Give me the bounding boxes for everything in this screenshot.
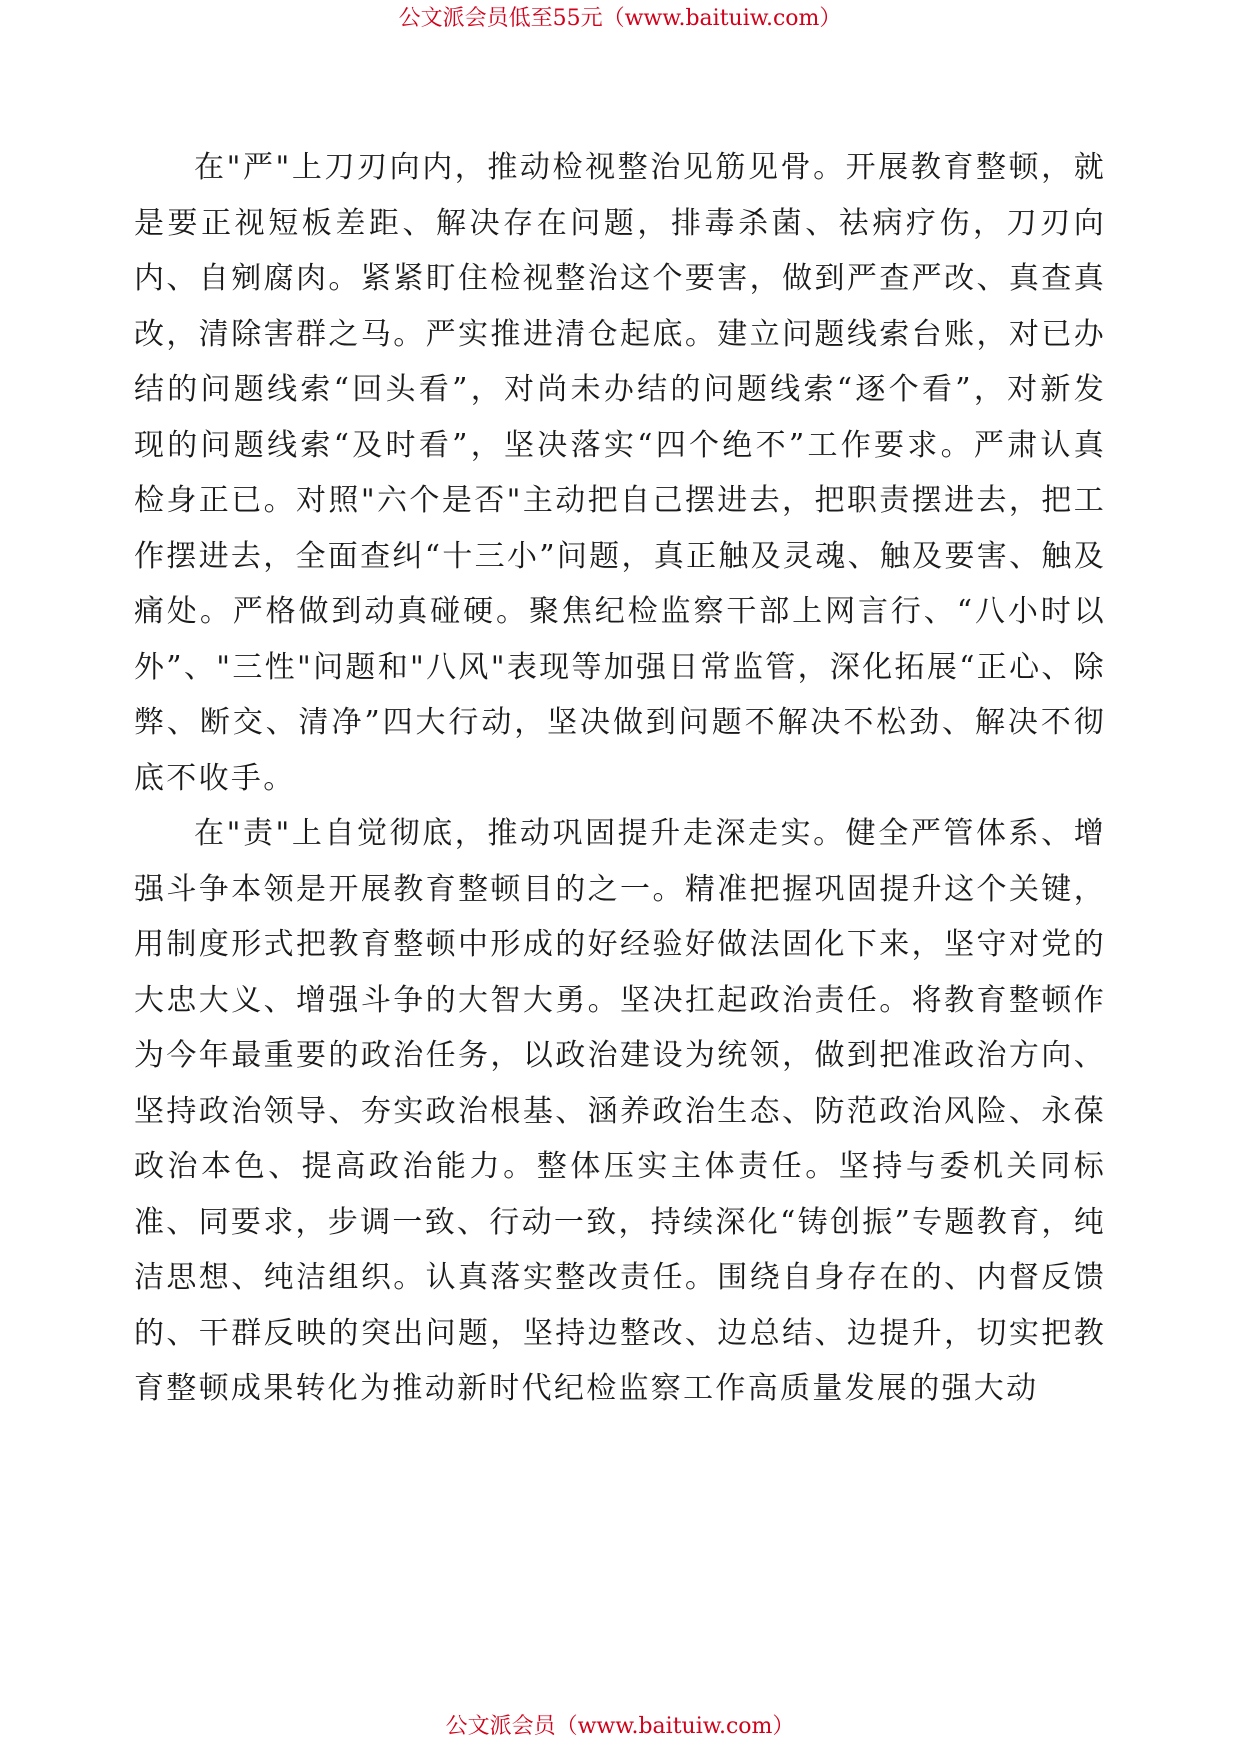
paragraph-strict: 在"严"上刀刃向内，推动检视整治见筋见骨。开展教育整顿，就是要正视短板差距、解决存在问题，排毒杀菌、祛病疗伤，刀刃向内、自剜腐肉。紧紧盯住检视整治这个要害，做到严查严改、真查真改，清除害群之马。严实推进清仓起底。建立问题线索台账，对已办结的问题线索“回头看”，对尚未办结的问题线索“逐个看”，对新发现的问题线索“及时看”，坚决落实“四个绝不”工作要求。严肃认真检身正已。对照"六个是否"主动把自己摆进去，把职责摆进去，把工作摆进去，全面查纠“十三小”问题，真正触及灵魂、触及要害、触及痛处。严格做到动真碰硬。聚焦纪检监察干部上网言行、“八小时以外”、"三性"问题和"八风"表现等加强日常监管，深化拓展“正心、除弊、断交、清净”四大行动，坚决做到问题不解决不松劲、解决不彻底不收手。 xyxy=(134,150,1106,796)
document-body xyxy=(134,140,1106,1417)
page-header-promo: 公文派会员低至55元（www.baituiw.com） xyxy=(398,6,842,31)
paragraph-responsibility: 在"责"上自觉彻底，推动巩固提升走深走实。健全严管体系、增强斗争本领是开展教育整顿目的之一。精准把握巩固提升这个关键，用制度形式把教育整顿中形成的好经验好做法固化下来，坚守对党的大忠大义、增强斗争的大智大勇。坚决扛起政治责任。将教育整顿作为今年最重要的政治任务，以政治建设为统领，做到把准政治方向、坚持政治领导、夯实政治根基、涵养政治生态、防范政治风险、永葆政治本色、提高政治能力。整体压实主体责任。坚持与委机关同标准、同要求，步调一致、行动一致，持续深化“铸创振”专题教育，纯洁思想、纯洁组织。认真落实整改责任。围绕自身存在的、内督反馈的、干群反映的突出问题，坚持边整改、边总结、边提升，切实把教育整顿成果转化为推动新时代纪检监察工作高质量发展的强大动 xyxy=(134,816,1106,1406)
page-footer-site: 公文派会员（www.baituiw.com） xyxy=(445,1714,795,1739)
